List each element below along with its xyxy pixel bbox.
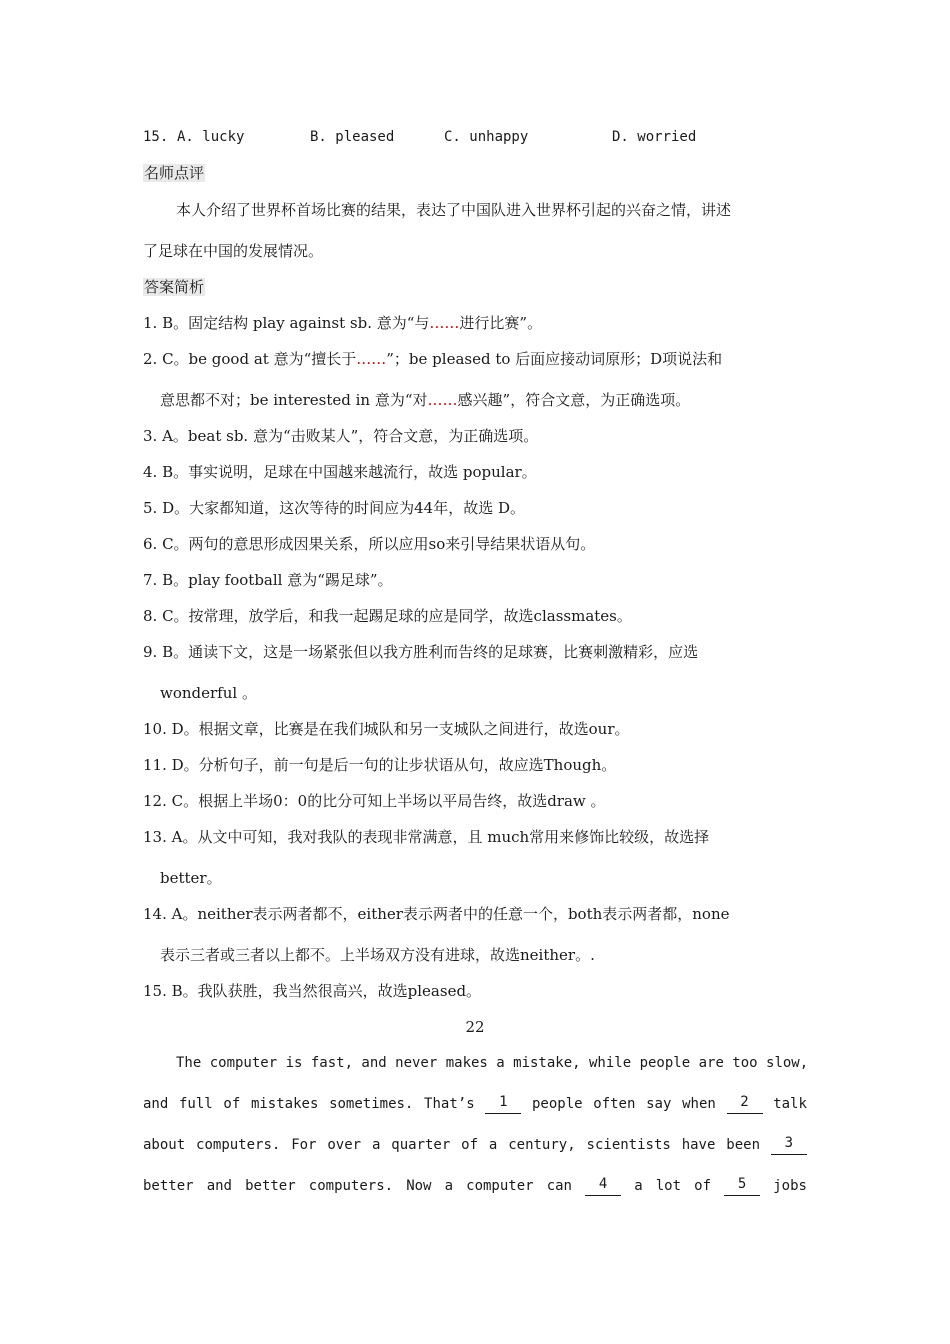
answer-15: 15. B。我队获胜，我当然很高兴，故选pleased。 [143, 982, 482, 1000]
answer-1: 1. B。固定结构 play against sb. 意为“与……进行比赛”。 [143, 314, 543, 332]
review-text-line1: 本人介绍了世界杯首场比赛的结果，表达了中国队进入世界杯引起的兴奋之情，讲述 [176, 201, 732, 219]
answer-2: 2. C。be good at 意为“擅长于……”；be pleased to 后面应接动词原形；D项说法和 [143, 350, 723, 368]
q15-number: 15. [143, 129, 169, 145]
q15-options [143, 127, 807, 147]
q15-option-a: A. lucky [177, 129, 245, 145]
review-heading: 名师点评 [144, 164, 205, 182]
answer-9-continued: wonderful 。 [160, 684, 257, 702]
answer-8: 8. C。按常理，放学后，和我一起踢足球的应是同学，故选classmates。 [143, 607, 632, 625]
analysis-heading: 答案简析 [144, 278, 205, 296]
answer-2-continued: 意思都不对；be interested in 意为“对……感兴趣”，符合文意，为正确选项。 [160, 391, 691, 409]
answer-4: 4. B。事实说明，足球在中国越来越流行，故选 popular。 [143, 463, 537, 481]
review-text-line2: 了足球在中国的发展情况。 [143, 242, 324, 260]
blank-3[interactable]: 3 [771, 1135, 807, 1155]
answer-11: 11. D。分析句子，前一句是后一句的让步状语从句，故应选Though。 [143, 756, 617, 774]
answer-9: 9. B。通读下文，这是一场紧张但以我方胜利而告终的足球赛，比赛刺激精彩，应选 [143, 643, 699, 661]
q15-option-b: B. pleased [310, 129, 395, 145]
answer-12: 12. C。根据上半场0：0的比分可知上半场以平局告终，故选draw 。 [143, 792, 606, 810]
answer-13: 13. A。从文中可知，我对我队的表现非常满意，且 much常用来修饰比较级，故选择 [143, 828, 710, 846]
q15-option-d: D. worried [612, 129, 697, 145]
q15-option-c: C. unhappy [444, 129, 529, 145]
answer-13-continued: better。 [160, 869, 222, 887]
blank-4[interactable]: 4 [585, 1176, 621, 1196]
passage-line1: The computer is fast, and never makes a mistake, while people are too slow, [176, 1055, 809, 1071]
passage-line2: and full of mistakes sometimes. That’s 1 people often say when 2 talk [143, 1094, 807, 1112]
ellipsis-mark: …… [356, 350, 387, 368]
answer-5: 5. D。大家都知道，这次等待的时间应为44年，故选 D。 [143, 499, 525, 517]
answer-6: 6. C。两句的意思形成因果关系，所以应用so来引导结果状语从句。 [143, 535, 596, 553]
answer-3: 3. A。beat sb. 意为“击败某人”，符合文意，为正确选项。 [143, 427, 539, 445]
blank-5[interactable]: 5 [724, 1176, 760, 1196]
ellipsis-mark: …… [427, 391, 458, 409]
answer-14: 14. A。neither表示两者都不，either表示两者中的任意一个，both表示两者都，none [143, 905, 730, 923]
answer-10: 10. D。根据文章，比赛是在我们城队和另一支城队之间进行，故选our。 [143, 720, 630, 738]
passage-line4: better and better computers. Now a computer can 4 a lot of 5 jobs [143, 1176, 807, 1194]
ellipsis-mark: …… [429, 314, 460, 332]
blank-1[interactable]: 1 [485, 1094, 521, 1114]
answer-14-continued: 表示三者或三者以上都不。上半场双方没有进球，故选neither。. [160, 946, 595, 964]
section-number: 22 [465, 1018, 485, 1036]
answer-7: 7. B。play football 意为“踢足球”。 [143, 571, 393, 589]
blank-2[interactable]: 2 [727, 1094, 763, 1114]
passage-line3: about computers. For over a quarter of a century, scientists have been 3 [143, 1135, 807, 1155]
